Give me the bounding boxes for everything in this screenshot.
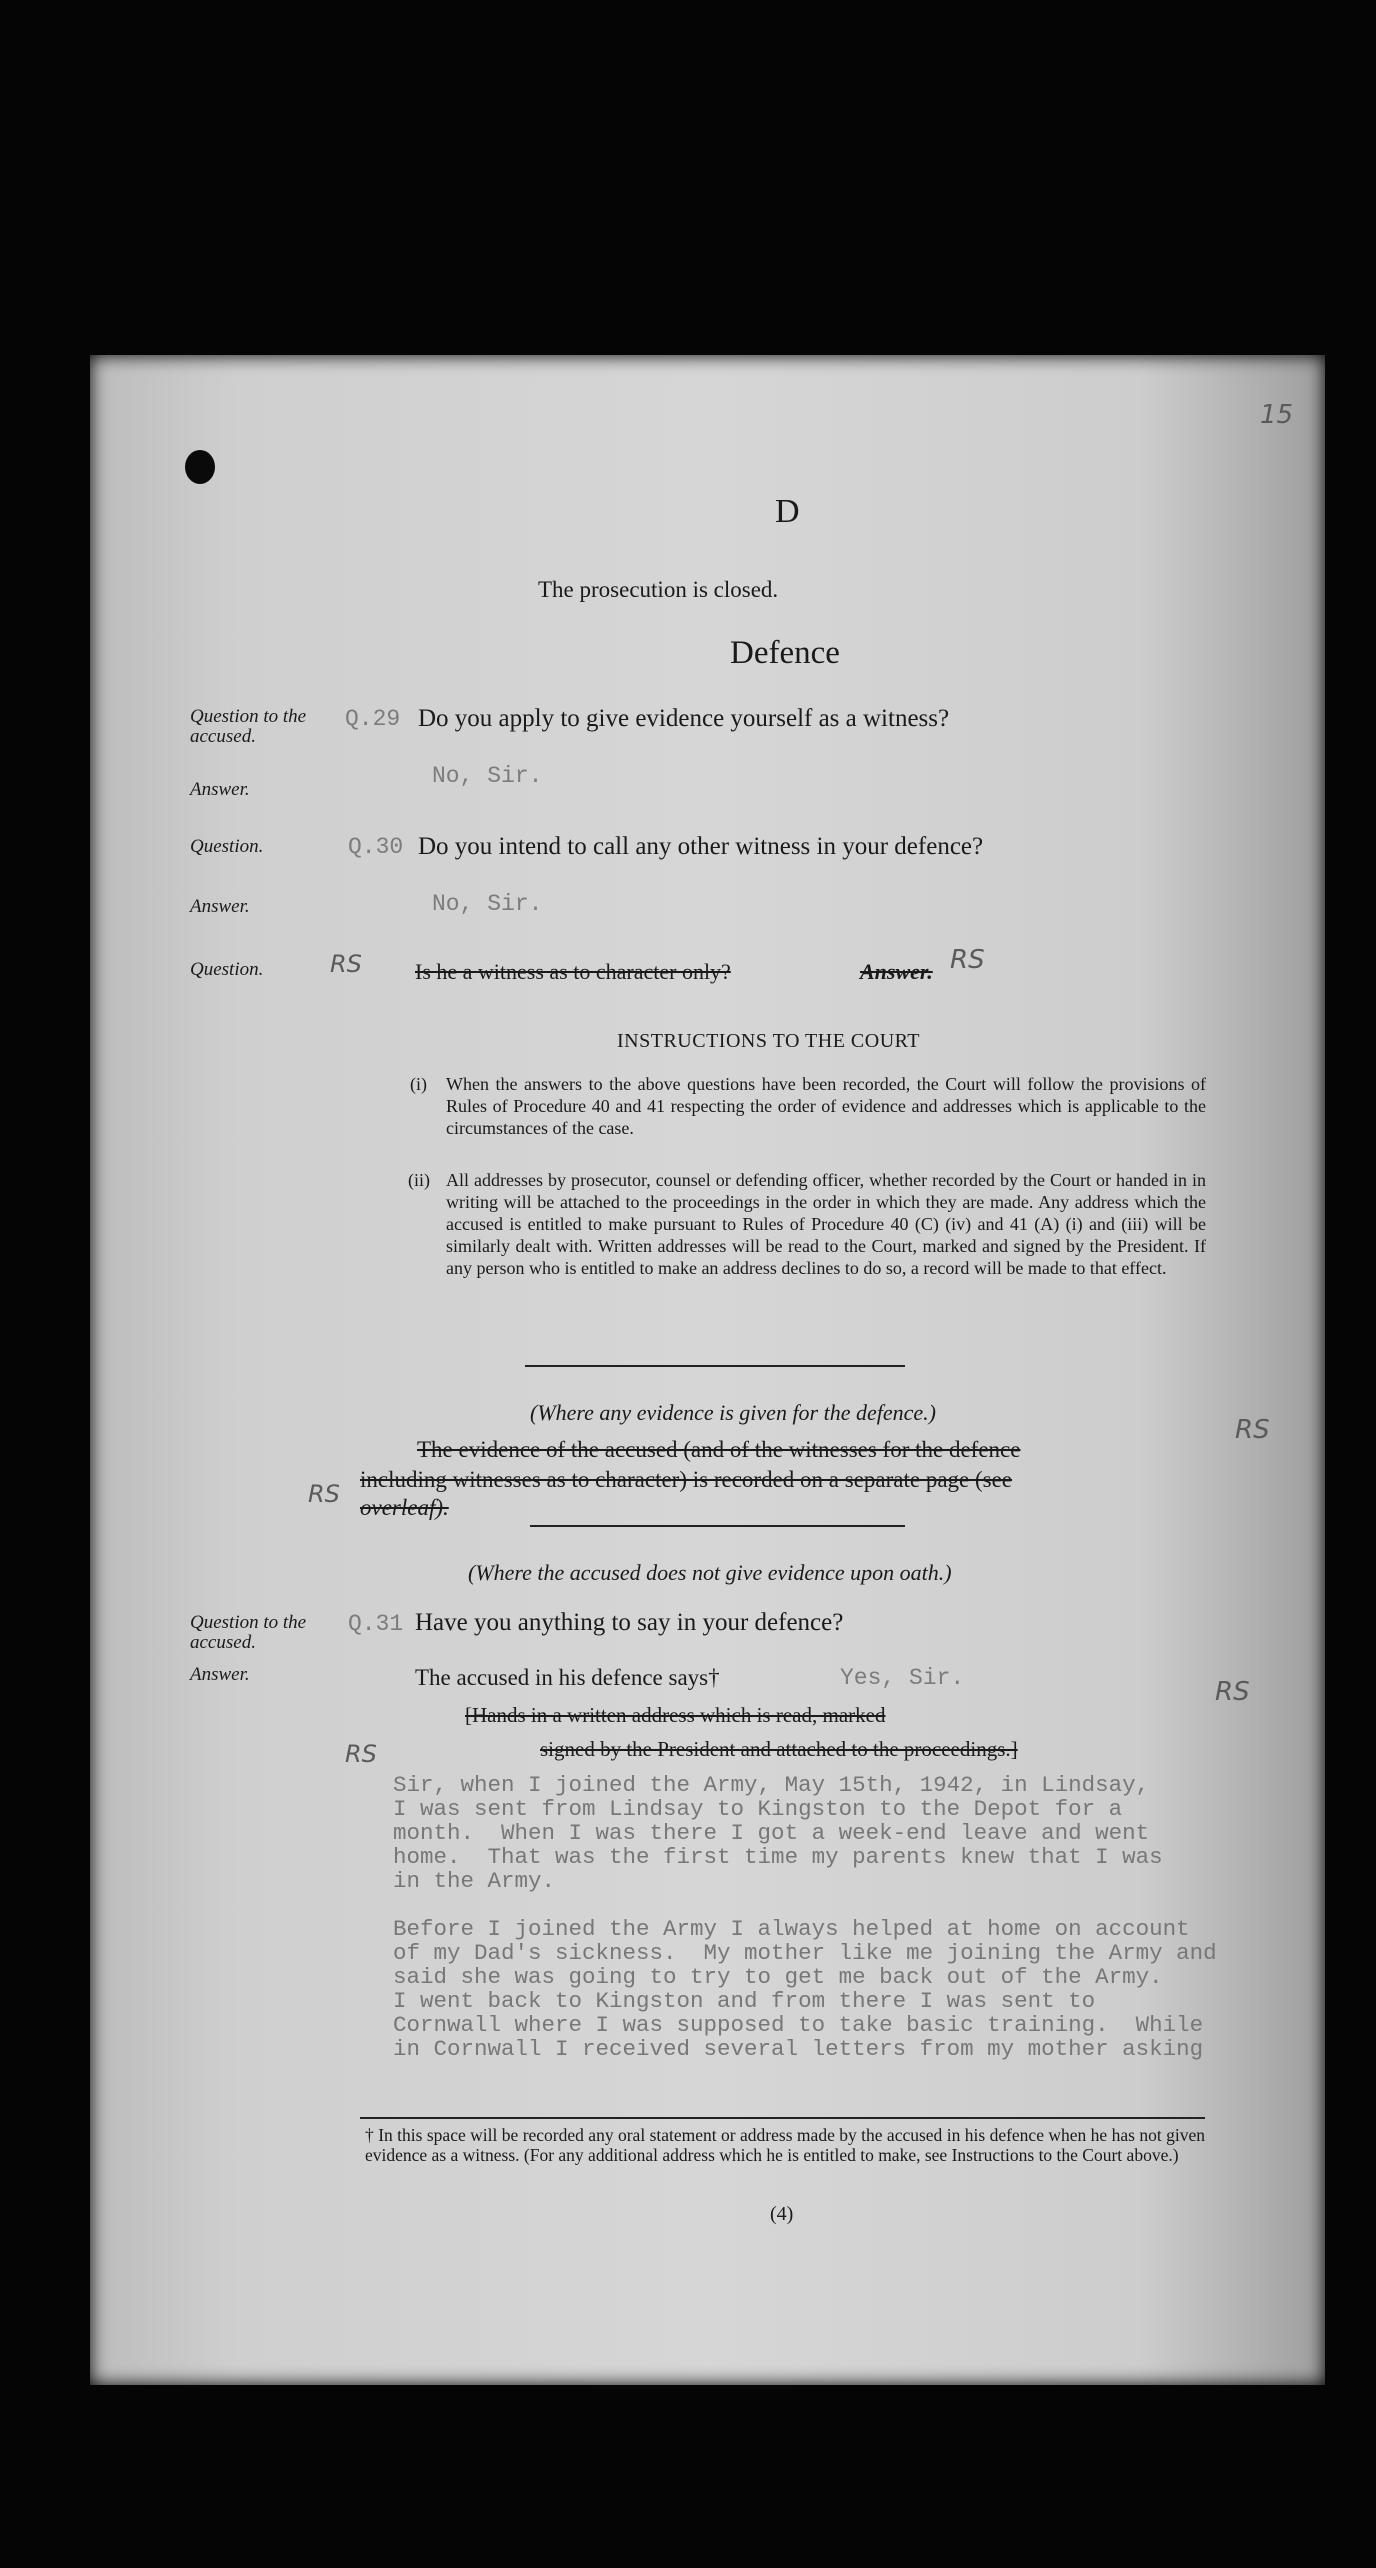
- question-number: Q.30: [348, 834, 404, 860]
- answer-text: Yes, Sir.: [840, 1665, 965, 1691]
- instruction-text: All addresses by prosecutor, counsel or defending officer, whether recorded by the Court or handed in in writing will be attached to the proceedings in the order in which they are made. Any address which the accused is entitled to make pursuant to Rules of Procedure 40 (C) (iv) and 41 (A) (i) and (iii) will be similarly dealt with. Written addresses will be read to the Court, marked and signed by the President. If any person who is entitled to make an address declines to do so, a record will be made to that effect.: [446, 1170, 1206, 1278]
- initials-mark: RS: [1235, 1415, 1270, 1445]
- instructions-title: INSTRUCTIONS TO THE COURT: [617, 1030, 920, 1052]
- statement-line: in Cornwall I received several letters from my mother asking: [393, 2036, 1204, 2062]
- question-number: Q.31: [348, 1611, 404, 1637]
- divider: [525, 1365, 905, 1367]
- initials-mark: RS: [345, 1740, 377, 1768]
- evidence-heading: (Where any evidence is given for the defence.): [530, 1400, 936, 1425]
- evidence-line: overleaf).: [360, 1495, 449, 1520]
- statement-line: I went back to Kingston and from there I was sent to: [393, 1988, 1096, 2014]
- question-text: Do you intend to call any other witness in your defence?: [418, 833, 984, 860]
- answer-label: Answer.: [190, 896, 250, 917]
- defence-says: The accused in his defence says†: [415, 1665, 720, 1690]
- question-text: Do you apply to give evidence yourself as a witness?: [418, 705, 950, 732]
- divider: [530, 1525, 905, 1527]
- defence-heading: Defence: [730, 635, 840, 671]
- statement-line: Cornwall where I was supposed to take basic training. While: [393, 2012, 1204, 2038]
- footnote-rule: [360, 2117, 1205, 2119]
- statement-line: Sir, when I joined the Army, May 15th, 1942, in Lindsay,: [393, 1772, 1150, 1798]
- question-label: Question.: [190, 959, 264, 980]
- instruction-number: (i): [410, 1074, 427, 1094]
- initials-mark: RS: [308, 1480, 340, 1508]
- initials-mark: RS: [950, 945, 985, 975]
- question-label: Question to the accused.: [190, 1612, 307, 1653]
- evidence-line: including witnesses as to character) is recorded on a separate page (see: [360, 1467, 1013, 1492]
- question-text: Have you anything to say in your defence?: [415, 1609, 844, 1636]
- struck-answer-label: Answer.: [860, 959, 933, 984]
- document-page: [90, 355, 1325, 2385]
- section-letter: D: [775, 493, 800, 530]
- initials-mark: RS: [1215, 1677, 1250, 1707]
- page-corner-mark: 15: [1260, 400, 1294, 430]
- statement-line: home. That was the first time my parents knew that I was: [393, 1844, 1163, 1870]
- question-label: Question.: [190, 836, 264, 857]
- written-address-line: [Hands in a written address which is read, marked: [465, 1703, 886, 1727]
- answer-text: No, Sir.: [432, 763, 543, 789]
- statement-line: Before I joined the Army I always helped at home on account: [393, 1916, 1190, 1942]
- question-label: Question to the accused.: [190, 706, 307, 747]
- initials-mark: RS: [330, 950, 362, 978]
- answer-label: Answer.: [190, 1664, 250, 1685]
- answer-label: Answer.: [190, 779, 250, 800]
- no-oath-heading: (Where the accused does not give evidence upon oath.): [468, 1560, 952, 1585]
- prosecution-closed: The prosecution is closed.: [538, 577, 779, 602]
- written-address-line: signed by the President and attached to the proceedings.]: [540, 1737, 1018, 1761]
- struck-question: Is he a witness as to character only?: [415, 959, 731, 984]
- statement-line: month. When I was there I got a week-end leave and went: [393, 1820, 1150, 1846]
- answer-text: No, Sir.: [432, 891, 543, 917]
- evidence-line: The evidence of the accused (and of the witnesses for the defence: [417, 1437, 1021, 1462]
- footnote: † In this space will be recorded any oral statement or address made by the accused in his defence when he has not given evidence as a witness. (For any additional address which he is entitled to make, see Instructions to the Court above.): [365, 2125, 1205, 2165]
- punch-hole: [185, 450, 215, 484]
- instruction-text: When the answers to the above questions have been recorded, the Court will follow the provisions of Rules of Procedure 40 and 41 respecting the order of evidence and addresses which is applicable to the circumstances of the case.: [446, 1074, 1206, 1138]
- question-number: Q.29: [345, 706, 401, 732]
- page-number: (4): [770, 2203, 794, 2225]
- statement-line: I was sent from Lindsay to Kingston to the Depot for a: [393, 1796, 1123, 1822]
- statement-line: of my Dad's sickness. My mother like me joining the Army and: [393, 1940, 1217, 1966]
- instruction-number: (ii): [408, 1170, 430, 1190]
- statement-line: in the Army.: [393, 1868, 556, 1894]
- statement-line: said she was going to try to get me back out of the Army.: [393, 1964, 1163, 1990]
